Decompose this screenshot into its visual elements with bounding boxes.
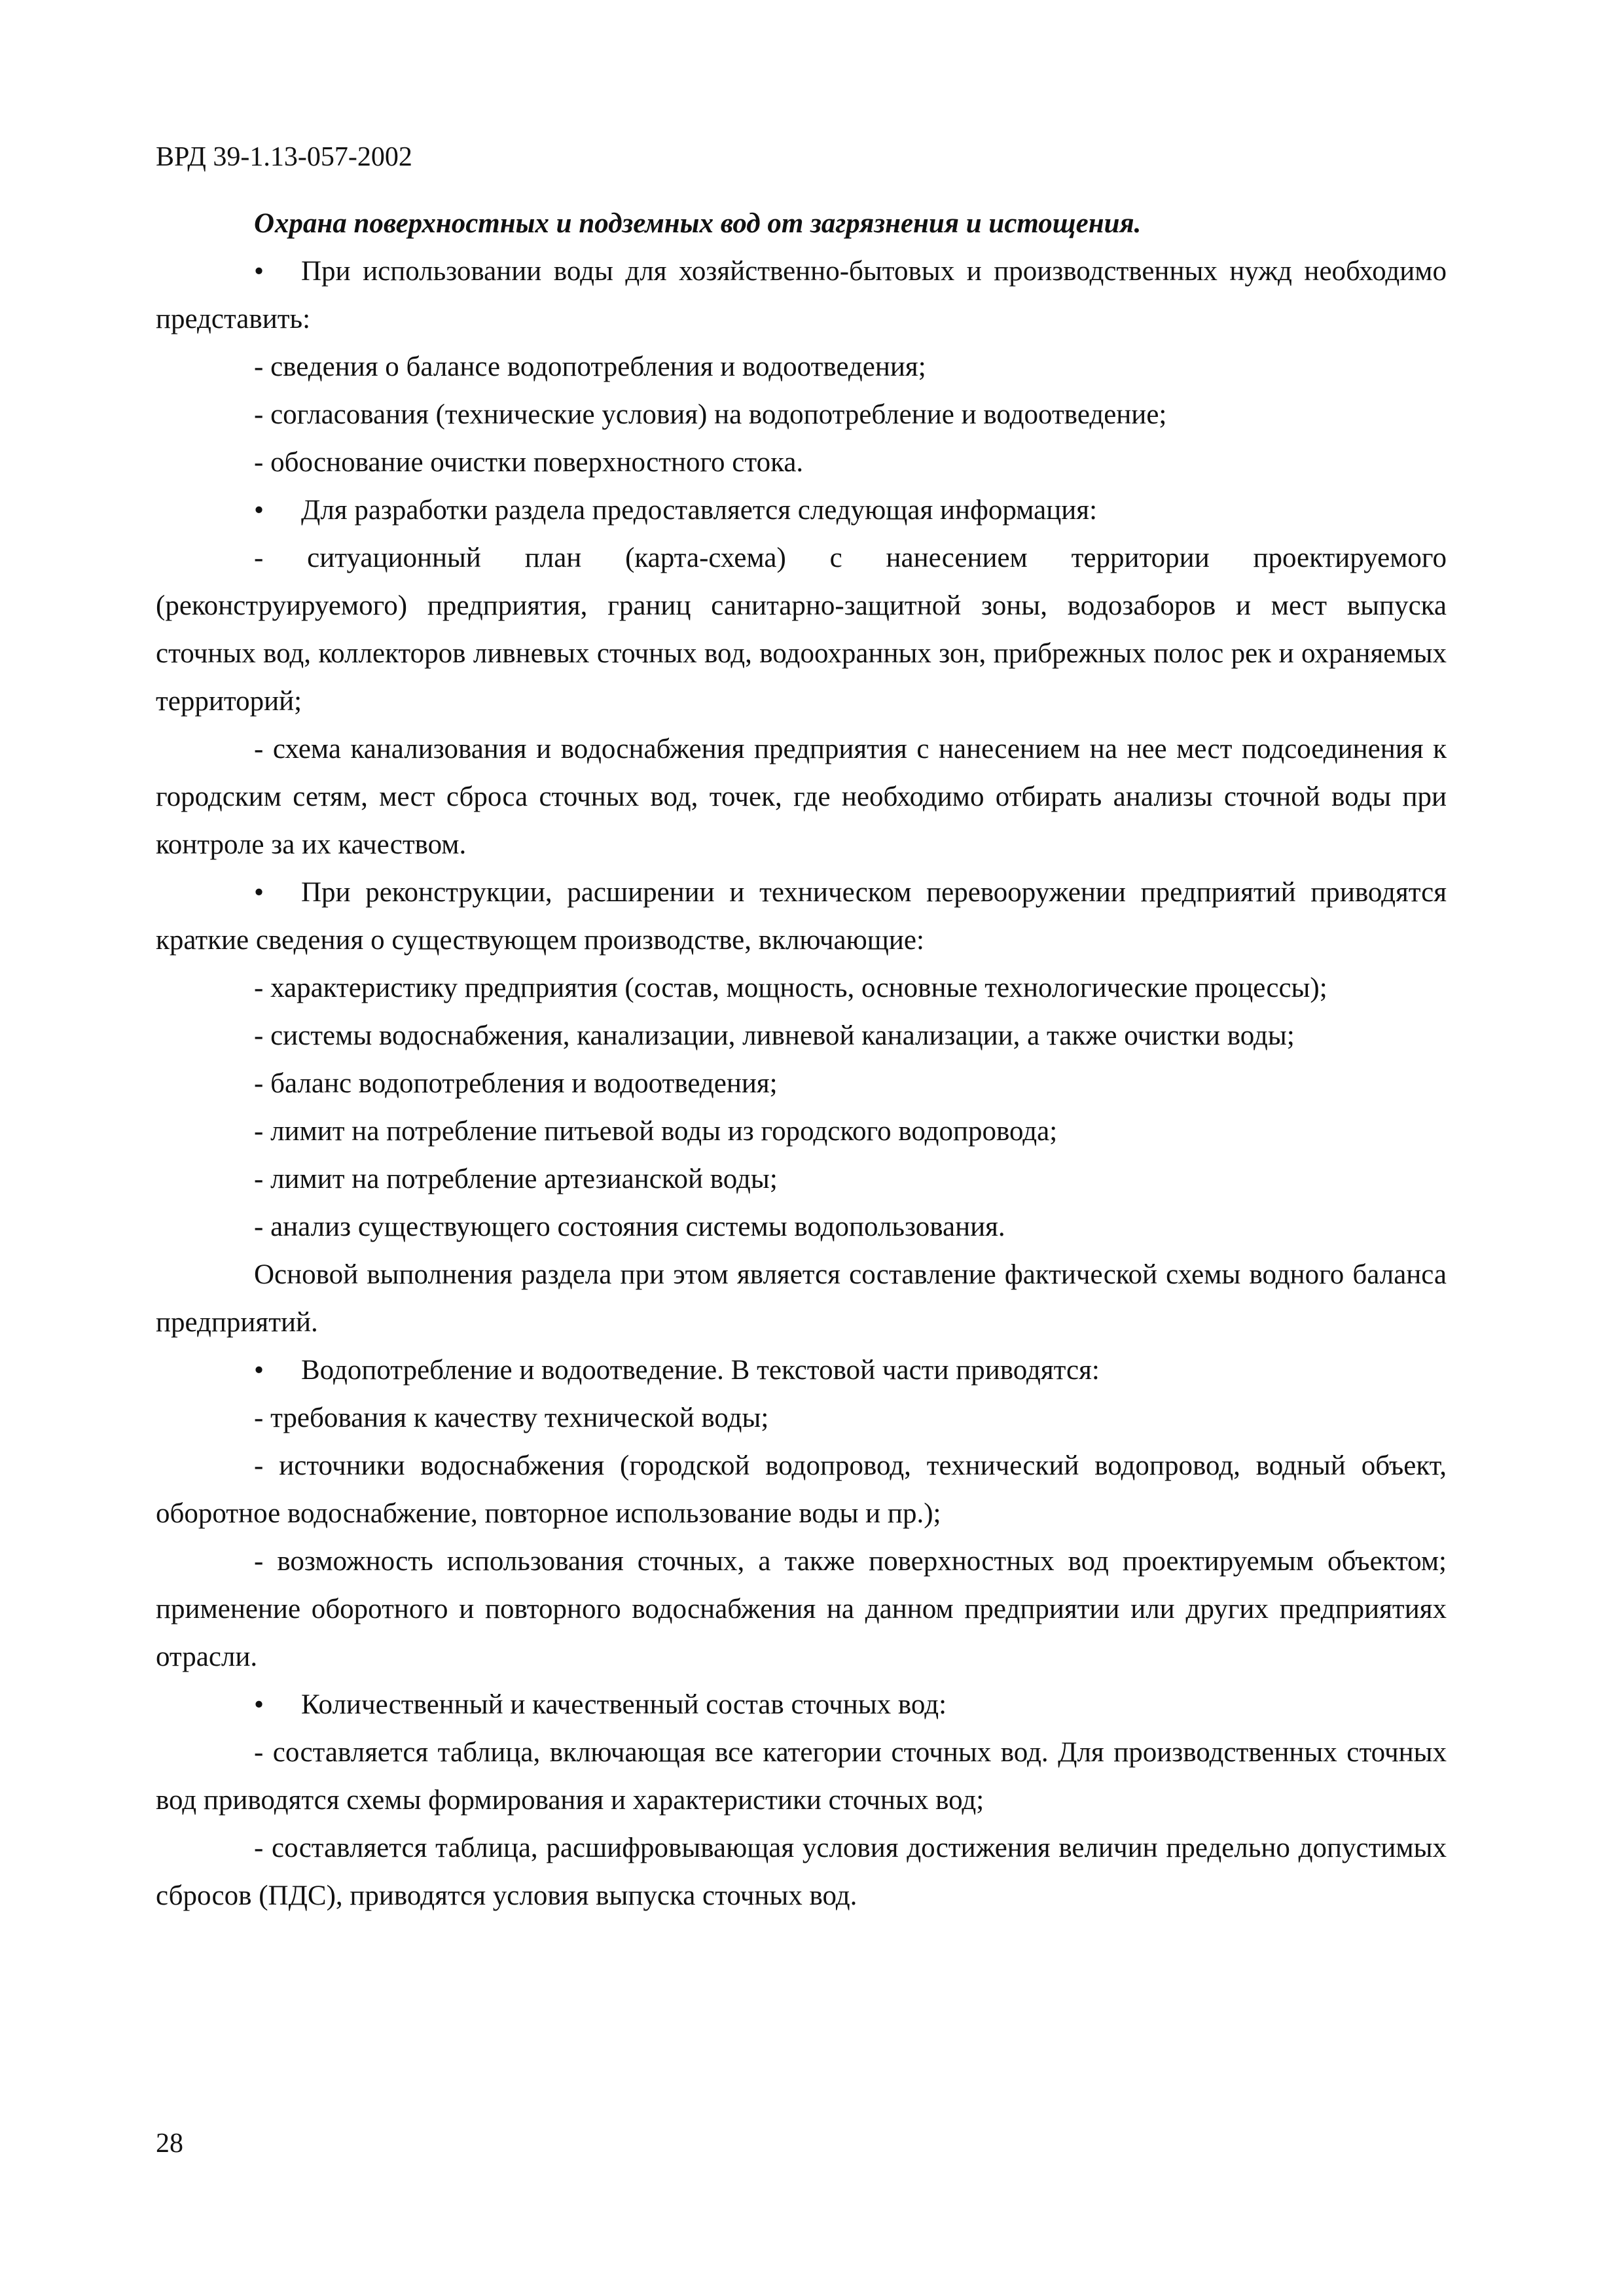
dash-paragraph: - требования к качеству технической воды; bbox=[254, 1403, 769, 1433]
document-code: ВРД 39-1.13-057-2002 bbox=[156, 142, 412, 172]
bullet-icon: • bbox=[254, 495, 264, 526]
dash-paragraph: - системы водоснабжения, канализации, ливневой канализации, а также очистки воды; bbox=[254, 1020, 1295, 1051]
bullet-icon: • bbox=[254, 1689, 264, 1720]
bullet-paragraph bbox=[156, 247, 1447, 343]
dash-paragraph: - баланс водопотребления и водоотведения; bbox=[254, 1068, 778, 1099]
dash-paragraph: - анализ существующего состояния системы водопользования. bbox=[254, 1211, 1005, 1242]
dash-paragraph: - согласования (технические условия) на водопотребление и водоотведение; bbox=[254, 399, 1167, 430]
bullet-paragraph bbox=[156, 486, 1447, 534]
page-number: 28 bbox=[156, 2128, 183, 2159]
dash-paragraph: - возможность использования сточных, а также поверхностных вод проектируемым объектом; применение оборотного и повторного водоснабжения на данном предприятии или других предприятиях отрасли. bbox=[156, 1546, 1447, 1672]
paragraph-text: При использовании воды для хозяйственно-бытовых и производственных нужд необходимо представить: bbox=[156, 256, 1447, 334]
page-body bbox=[156, 200, 1447, 1920]
paragraph-text: Водопотребление и водоотведение. В текстовой части приводятся: bbox=[301, 1355, 1100, 1386]
bullet-icon: • bbox=[254, 1355, 264, 1386]
dash-paragraph: - характеристику предприятия (состав, мощность, основные технологические процессы); bbox=[254, 973, 1327, 1003]
dash-paragraph: - схема канализования и водоснабжения предприятия с нанесением на нее мест подсоединения к городским сетям, мест сброса сточных вод, точек, где необходимо отбирать анализы сточной воды при контроле за их качеством. bbox=[156, 734, 1447, 860]
dash-paragraph: - составляется таблица, расшифровывающая условия достижения величин предельно допустимых сбросов (ПДС), приводятся условия выпуска сточных вод. bbox=[156, 1833, 1447, 1911]
paragraph-text: При реконструкции, расширении и техническом перевооружении предприятий приводятся краткие сведения о существующем производстве, включающие: bbox=[156, 877, 1447, 956]
dash-paragraph: - лимит на потребление питьевой воды из городского водопровода; bbox=[254, 1116, 1058, 1147]
paragraph-text: Количественный и качественный состав сточных вод: bbox=[301, 1689, 947, 1720]
dash-paragraph: - ситуационный план (карта-схема) с нанесением территории проектируемого (реконструируемого) предприятия, границ санитарно-защитной зоны, водозаборов и мест выпуска сточных вод, коллекторов ливневых сточных вод, водоохранных зон, прибрежных полос рек и охраняемых территорий; bbox=[156, 543, 1447, 717]
section-heading: Охрана поверхностных и подземных вод от загрязнения и истощения. bbox=[254, 208, 1142, 239]
dash-paragraph: - обоснование очистки поверхностного стока. bbox=[254, 447, 804, 478]
dash-paragraph: - лимит на потребление артезианской воды; bbox=[254, 1164, 778, 1194]
bullet-icon: • bbox=[254, 256, 264, 287]
bullet-icon: • bbox=[254, 877, 264, 908]
bullet-paragraph bbox=[156, 869, 1447, 964]
dash-paragraph: - сведения о балансе водопотребления и водоотведения; bbox=[254, 351, 926, 382]
plain-paragraph: Основой выполнения раздела при этом является составление фактической схемы водного баланса предприятий. bbox=[156, 1259, 1447, 1338]
dash-paragraph: - источники водоснабжения (городской водопровод, технический водопровод, водный объект, оборотное водоснабжение, повторное использование воды и пр.); bbox=[156, 1450, 1447, 1529]
dash-paragraph: - составляется таблица, включающая все категории сточных вод. Для производственных сточных вод приводятся схемы формирования и характеристики сточных вод; bbox=[156, 1737, 1447, 1816]
bullet-paragraph bbox=[156, 1346, 1447, 1394]
paragraph-text: Для разработки раздела предоставляется следующая информация: bbox=[301, 495, 1098, 526]
bullet-paragraph bbox=[156, 1681, 1447, 1729]
